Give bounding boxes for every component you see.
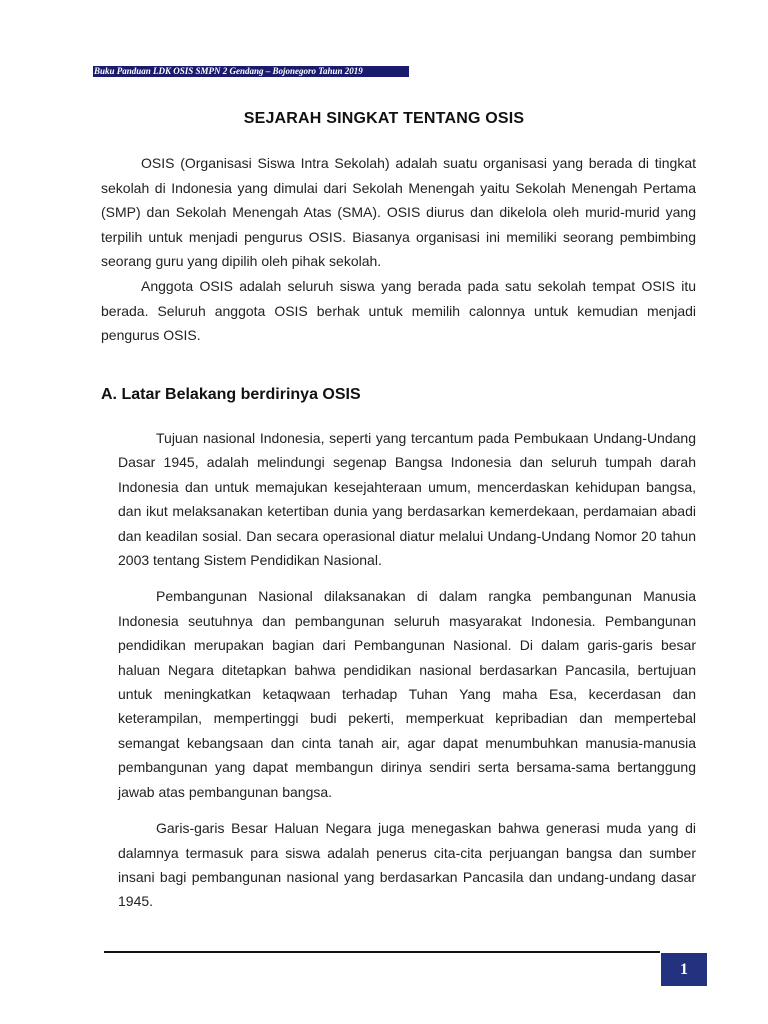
body-paragraph: Pembangunan Nasional dilaksanakan di dalam rangka pembangunan Manusia Indonesia seutuhnya dan pembangunan seluruh masyarakat Indonesia. Pembangunan pendidikan merupakan bagian dari Pembangunan Nasional. Di dalam garis-garis besar haluan Negara ditetapkan bahwa pendidikan nasional berdasarkan Pancasila, bertujuan untuk meningkatkan ketaqwaan terhadap Tuhan Yang maha Esa, kecerdasan dan keterampilan, mempertinggi budi pekerti, memperkuat kepribadian dan mempertebal semangat kebangsaan dan cinta tanah air, agar dapat menumbuhkan manusia-manusia pembangunan yang dapat membangun dirinya sendiri serta bersama-sama bertanggung jawab atas pembangunan bangsa. [118,588,696,800]
page-number-badge: 1 [661,953,707,986]
body-paragraph: Tujuan nasional Indonesia, seperti yang tercantum pada Pembukaan Undang-Undang Dasar 1945, adalah melindungi segenap Bangsa Indonesia dan seluruh tumpah darah Indonesia dan untuk memajukan kesejahteraan umum, mencerdaskan kehidupan bangsa, dan ikut melaksanakan ketertiban dunia yang berdasarkan kemerdekaan, perdamaian abadi dan keadilan sosial. Dan secara operasional diatur melalui Undang-Undang Nomor 20 tahun 2003 tentang Sistem Pendidikan Nasional. [118,430,696,569]
body-paragraph: Garis-garis Besar Haluan Negara juga menegaskan bahwa generasi muda yang di dalamnya termasuk para siswa adalah penerus cita-cita perjuangan bangsa dan sumber insani bagi pembangunan nasional yang berdasarkan Pancasila dan undang-undang dasar 1945. [118,820,696,910]
intro-paragraph: Anggota OSIS adalah seluruh siswa yang berada pada satu sekolah tempat OSIS itu berada. Seluruh anggota OSIS berhak untuk memilih calonnya untuk kemudian menjadi pengurus OSIS. [101,277,696,344]
intro-section [101,151,696,348]
section-body [118,426,696,926]
intro-paragraph: OSIS (Organisasi Siswa Intra Sekolah) adalah suatu organisasi yang berada di tingkat sekolah di Indonesia yang dimulai dari Sekolah Menengah yaitu Sekolah Menengah Pertama (SMP) dan Sekolah Menengah Atas (SMA). OSIS diurus dan dikelola oleh murid-murid yang terpilih untuk menjadi pengurus OSIS. Biasanya organisasi ini memiliki seorang pembimbing seorang guru yang dipilih oleh pihak sekolah. [101,155,696,270]
footer-divider [104,951,660,953]
section-heading: A. Latar Belakang berdirinya OSIS [101,386,361,403]
page-title: SEJARAH SINGKAT TENTANG OSIS [243,110,525,127]
header-banner: Buku Panduan LDK OSIS SMPN 2 Gendang – Bojonegoro Tahun 2019 [93,66,409,77]
